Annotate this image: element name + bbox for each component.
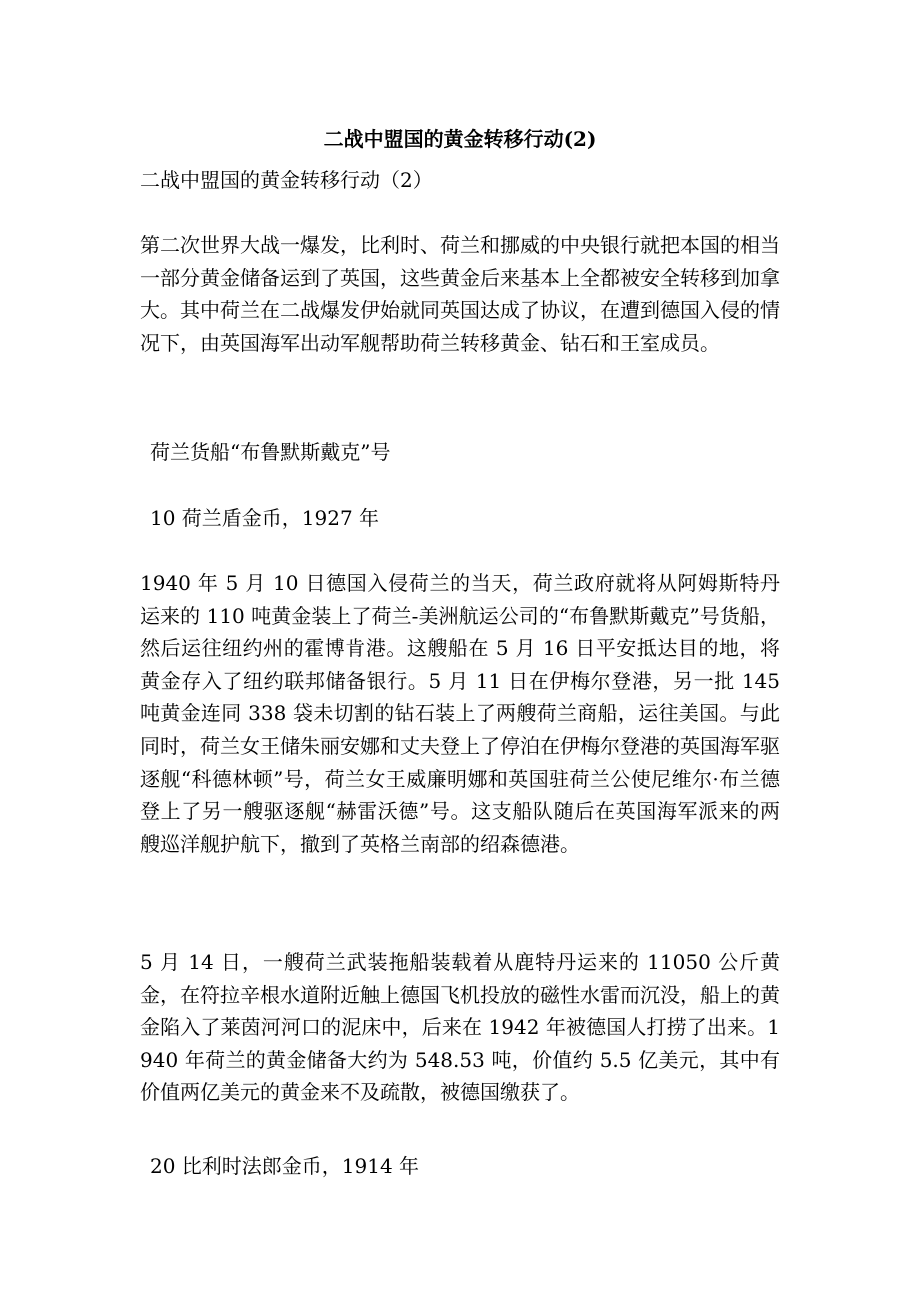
body-paragraph: 1940 年 5 月 10 日德国入侵荷兰的当天，荷兰政府就将从阿姆斯特丹运来的 110 吨黄金装上了荷兰-美洲航运公司的“布鲁默斯戴克”号货船，然后运往纽约州的霍博肯港。这艘船在 5 月 16 日平安抵达目的地，将黄金存入了纽约联邦储备银行。5 月 11 日在伊梅尔登港，另一批 145 吨黄金连同 338 袋未切割的钻石装上了两艘荷兰商船，运往美国。与此同时，荷兰女王储朱丽安娜和丈夫登上了停泊在伊梅尔登港的英国海军驱逐舰“科德林顿”号，荷兰女王威廉明娜和英国驻荷兰公使尼维尔·布兰德登上了另一艘驱逐舰“赫雷沃德”号。这支船队随后在英国海军派来的两艘巡洋舰护航下，撤到了英格兰南部的绍森德港。 bbox=[140, 571, 780, 856]
body-paragraph: 5 月 14 日，一艘荷兰武装拖船装载着从鹿特丹运来的 11050 公斤黄金，在符拉辛根水道附近触上德国飞机投放的磁性水雷而沉没，船上的黄金陷入了莱茵河河口的泥床中，后来在 1942 年被德国人打捞了出来。1940 年荷兰的黄金储备大约为 548.53 吨，价值约 5.5 亿美元，其中有价值两亿美元的黄金来不及疏散，被德国缴获了。 bbox=[140, 950, 780, 1105]
document-title: 二战中盟国的黄金转移行动(2) bbox=[323, 127, 597, 151]
body-paragraph: 第二次世界大战一爆发，比利时、荷兰和挪威的中央银行就把本国的相当一部分黄金储备运到了英国，这些黄金后来基本上全都被安全转移到加拿大。其中荷兰在二战爆发伊始就同英国达成了协议，在遭到德国入侵的情况下，由英国海军出动军舰帮助荷兰转移黄金、钻石和王室成员。 bbox=[140, 233, 780, 355]
image-caption: 20 比利时法郎金币，1914 年 bbox=[150, 1154, 420, 1178]
image-caption: 荷兰货船“布鲁默斯戴克”号 bbox=[150, 440, 391, 464]
document-subtitle: 二战中盟国的黄金转移行动（2） bbox=[140, 168, 433, 192]
image-caption: 10 荷兰盾金币，1927 年 bbox=[150, 506, 380, 530]
